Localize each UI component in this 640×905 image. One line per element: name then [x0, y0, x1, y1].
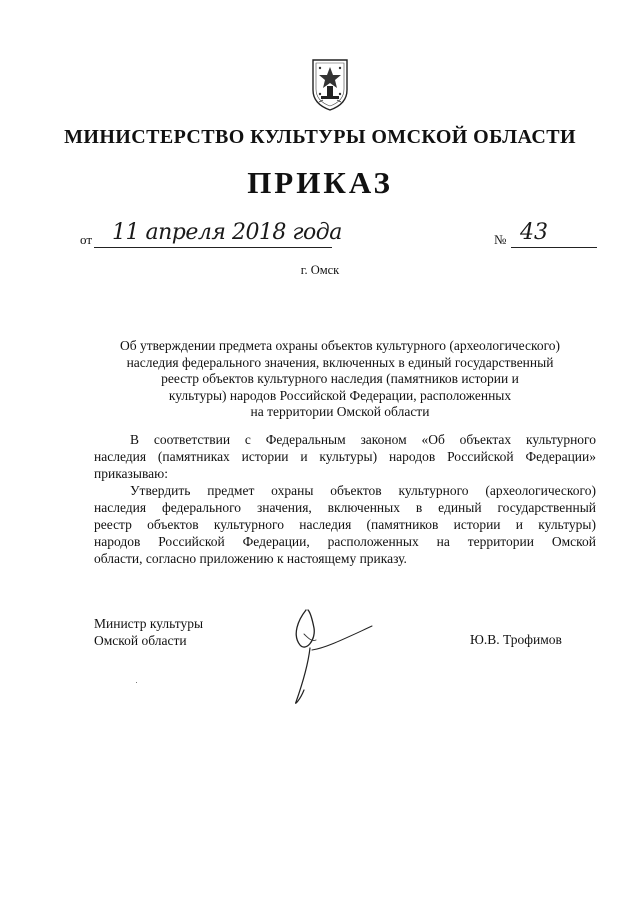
- subject-line: культуры) народов Российской Федерации, расположенных: [168, 387, 512, 403]
- order-line: реестр объектов культурного наследия (памятников истории и культуры): [94, 517, 596, 532]
- date-underline: [94, 247, 332, 248]
- order-line: области, согласно приложению к настоящему приказу.: [94, 551, 407, 566]
- order-number-handwritten: 43: [520, 220, 548, 245]
- preamble-line: В соответствии с Федеральным законом «Об объектах культурного: [130, 432, 596, 447]
- signer-position: [94, 615, 203, 649]
- subject-line: на территории Омской области: [250, 404, 430, 419]
- subject-line: Об утверждении предмета охраны объектов культурного (археологического): [119, 338, 561, 353]
- signer-position-line: Омской области: [94, 633, 187, 648]
- city: г. Омск: [300, 263, 340, 277]
- date-prefix: от: [80, 232, 93, 247]
- preamble-line: приказываю:: [94, 466, 168, 481]
- order-subject: [80, 338, 600, 421]
- order-line: наследия федерального значения, включенных в единый государственный: [94, 500, 596, 515]
- scan-speck: [136, 682, 137, 683]
- order-body: [94, 431, 596, 567]
- number-underline: [511, 247, 597, 248]
- subject-line: реестр объектов культурного наследия (памятников истории и: [161, 371, 519, 386]
- coat-of-arms-icon: [310, 56, 350, 112]
- date-handwritten: 11 апреля 2018 года: [112, 220, 342, 245]
- order-line: народов Российской Федерации, расположенных на территории Омской: [94, 534, 596, 549]
- order-line: Утвердить предмет охраны объектов культурного (археологического): [130, 483, 596, 498]
- ministry-title: МИНИСТЕРСТВО КУЛЬТУРЫ ОМСКОЙ ОБЛАСТИ: [64, 126, 576, 148]
- document-type-title: ПРИКАЗ: [247, 165, 393, 200]
- preamble-line: наследия (памятниках истории и культуры) народов Российской Федерации»: [94, 449, 596, 464]
- handwritten-signature-icon: [286, 590, 382, 710]
- number-sign: №: [494, 232, 507, 247]
- signer-name: Ю.В. Трофимов: [470, 632, 562, 647]
- signer-position-line: Министр культуры: [94, 616, 204, 631]
- subject-line: наследия федерального значения, включенных в единый государственный: [126, 354, 554, 370]
